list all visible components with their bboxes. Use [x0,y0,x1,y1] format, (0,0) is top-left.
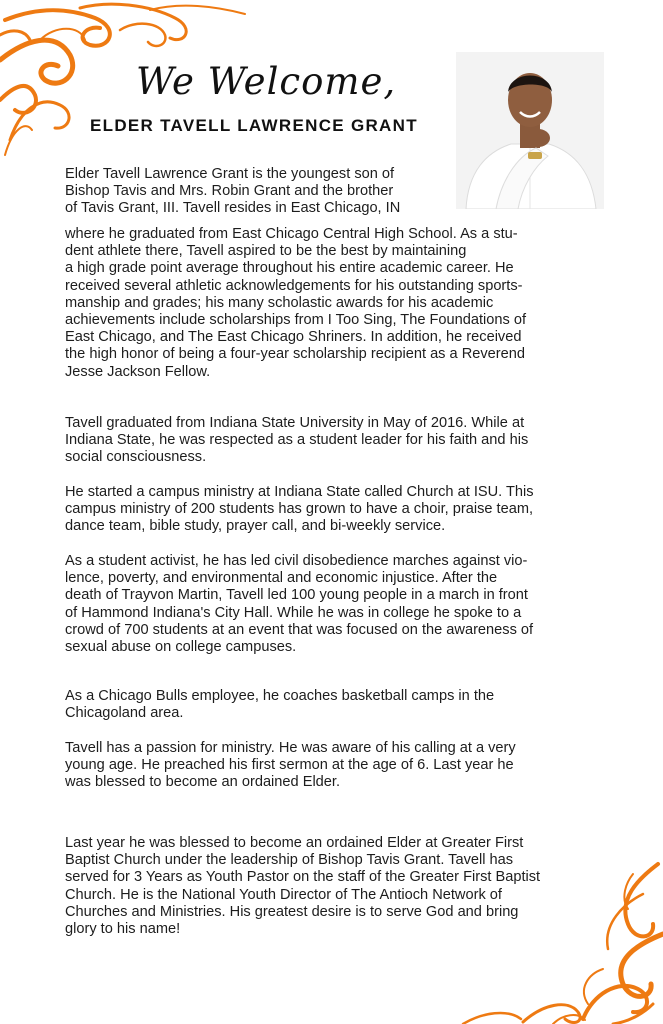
portrait-photo [456,52,604,209]
paragraph-line: of Hammond Indiana's City Hall. While he was in college he spoke to a [65,604,522,621]
paragraph-line: lence, poverty, and environmental and economic injustice. After the [65,570,498,587]
bio-paragraph-university [65,415,597,467]
paragraph-line: where he graduated from East Chicago Central High School. As a stu- [65,226,518,242]
paragraph-line: sexual abuse on college campuses. [65,639,297,656]
paragraph-line: young age. He preached his first sermon at the age of 6. Last year he [65,757,514,774]
paragraph-line: dance team, bible study, prayer call, and bi-weekly service. [65,518,446,535]
paragraph-line: Tavell has a passion for ministry. He was aware of his calling at a very [65,740,516,756]
paragraph-line: East Chicago, and The East Chicago Shriners. In addition, he received [65,329,522,346]
paragraph-line: glory to his name! [65,921,181,938]
paragraph-line: As a student activist, he has led civil disobedience marches against vio- [65,553,528,569]
paragraph-line: received several athletic acknowledgements for his outstanding sports- [65,277,523,294]
paragraph-line: As a Chicago Bulls employee, he coaches basketball camps in the [65,688,495,704]
paragraph-line: a high grade point average throughout his entire academic career. He [65,260,514,277]
paragraph-line: He started a campus ministry at Indiana State called Church at ISU. This [65,484,534,500]
intro-line: Elder Tavell Lawrence Grant is the youngest son of [65,166,395,182]
welcome-heading: We Welcome, [136,60,397,103]
paragraph-line: the high honor of being a four-year scholarship recipient as a Reverend [65,346,525,363]
paragraph-line: Indiana State, he was respected as a student leader for his faith and his [65,432,529,449]
bio-paragraph-activism [65,553,597,656]
intro-line: of Tavis Grant, III. Tavell resides in East Chicago, IN [65,200,401,217]
paragraph-line: manship and grades; his many scholastic awards for his academic [65,294,494,311]
paragraph-line: Baptist Church under the leadership of Bishop Tavis Grant. Tavell has [65,852,514,869]
intro-paragraph [65,166,447,218]
paragraph-line: campus ministry of 200 students has grown to have a choir, praise team, [65,501,534,518]
paragraph-line: served for 3 Years as Youth Pastor on the staff of the Greater First Baptist [65,869,541,886]
paragraph-line: death of Trayvon Martin, Tavell led 100 young people in a march in front [65,587,528,604]
paragraph-line: crowd of 700 students at an event that was focused on the awareness of [65,621,534,638]
paragraph-line: dent athlete there, Tavell aspired to be the best by maintaining [65,243,467,260]
paragraph-line: achievements include scholarships from I Too Sing, The Foundations of [65,312,527,329]
bio-paragraph-education [65,226,597,381]
paragraph-line: Churches and Ministries. His greatest desire is to serve God and bring [65,903,519,920]
paragraph-line: Chicagoland area. [65,705,184,722]
bio-paragraph-ordination [65,835,597,938]
bio-paragraph-calling [65,740,597,792]
paragraph-line: was blessed to become an ordained Elder. [65,774,341,791]
paragraph-line: Church. He is the National Youth Director of The Antioch Network of [65,886,502,903]
paragraph-line: Last year he was blessed to become an ordained Elder at Greater First [65,835,524,851]
paragraph-line: social consciousness. [65,449,207,466]
intro-line: Bishop Tavis and Mrs. Robin Grant and the brother [65,183,394,200]
bio-paragraph-bulls [65,688,597,722]
paragraph-line: Jesse Jackson Fellow. [65,363,211,380]
honoree-name: ELDER TAVELL LAWRENCE GRANT [90,116,418,135]
paragraph-line: Tavell graduated from Indiana State University in May of 2016. While at [65,415,525,431]
bio-paragraph-campus-ministry [65,484,597,536]
